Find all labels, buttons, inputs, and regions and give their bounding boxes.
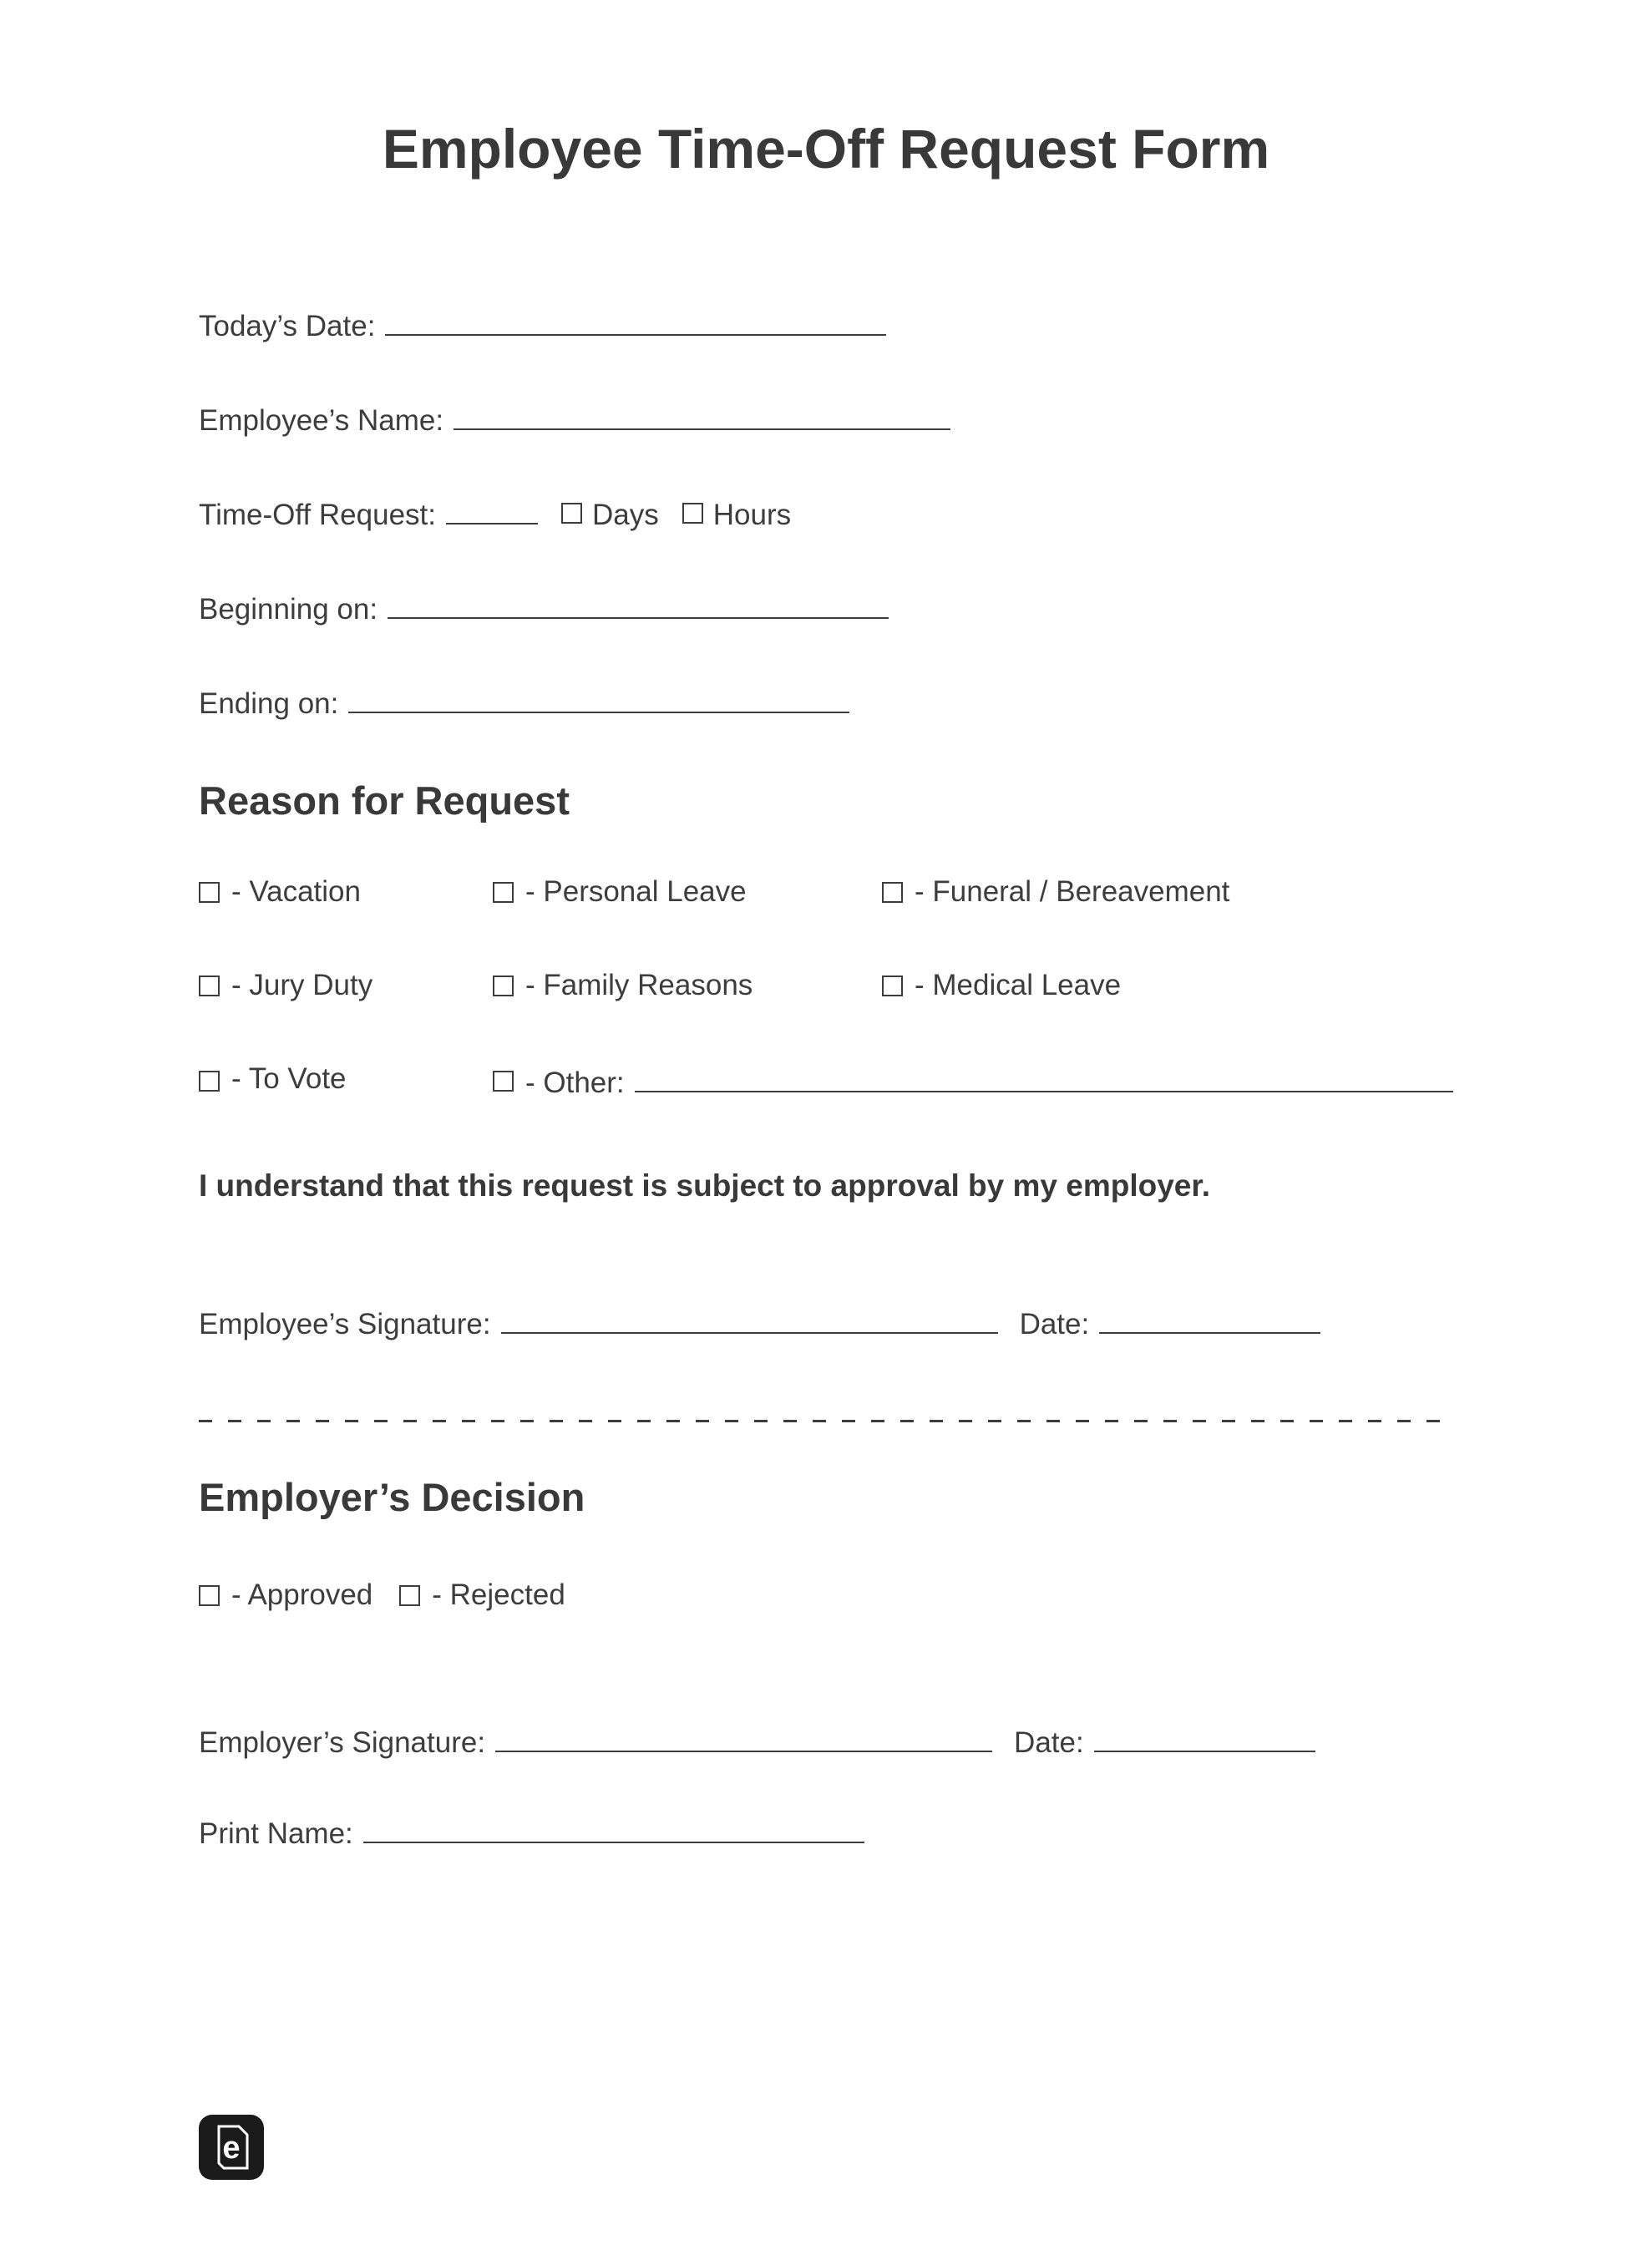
rejected-label: - Rejected	[432, 1578, 565, 1611]
eforms-logo	[199, 2115, 264, 2180]
employee-name-input-line[interactable]	[454, 400, 950, 430]
form-page	[0, 117, 1652, 2255]
ending-on-input-line[interactable]	[348, 683, 849, 713]
eforms-logo-letter: e	[222, 2131, 241, 2166]
days-label: Days	[591, 499, 659, 531]
rejected-checkbox[interactable]	[399, 1585, 420, 1606]
print-name-input-line[interactable]	[363, 1813, 864, 1843]
employee-signature-input-line[interactable]	[501, 1304, 998, 1334]
vacation-label: - Vacation	[231, 875, 361, 908]
funeral-bereavement-checkbox[interactable]	[882, 882, 903, 903]
reason-option-jury-duty	[199, 969, 493, 1002]
employer-signature-input-line[interactable]	[495, 1722, 992, 1752]
to-vote-label: - To Vote	[231, 1062, 347, 1095]
jury-duty-label: - Jury Duty	[231, 969, 373, 1001]
beginning-on-label: Beginning on:	[199, 593, 378, 626]
beginning-on-row	[199, 589, 1453, 626]
eforms-logo-icon	[199, 2115, 264, 2180]
form-title: Employee Time-Off Request Form	[382, 118, 1270, 180]
medical-leave-label: - Medical Leave	[915, 969, 1122, 1001]
print-name-row	[199, 1813, 1453, 1851]
family-reasons-checkbox[interactable]	[493, 975, 514, 996]
employer-decision-heading: Employer’s Decision	[199, 1475, 585, 1519]
reason-option-to-vote	[199, 1062, 493, 1100]
todays-date-label: Today’s Date:	[199, 310, 376, 342]
personal-leave-label: - Personal Leave	[525, 875, 747, 908]
employee-signature-date-label: Date:	[1019, 1308, 1090, 1340]
reason-option-medical-leave	[882, 969, 1453, 1002]
reason-option-vacation	[199, 875, 493, 909]
to-vote-checkbox[interactable]	[199, 1071, 220, 1092]
approved-checkbox[interactable]	[199, 1585, 220, 1606]
funeral-bereavement-label: - Funeral / Bereavement	[915, 875, 1230, 908]
family-reasons-label: - Family Reasons	[525, 969, 753, 1001]
time-off-request-label: Time-Off Request:	[199, 499, 436, 531]
hours-checkbox[interactable]	[682, 503, 703, 524]
employee-name-label: Employee’s Name:	[199, 404, 444, 437]
employer-signature-date-input-line[interactable]	[1094, 1722, 1315, 1752]
todays-date-input-line[interactable]	[385, 306, 886, 336]
employer-signature-row	[199, 1722, 1453, 1760]
employee-signature-date-input-line[interactable]	[1099, 1304, 1320, 1334]
other-input-line[interactable]	[635, 1062, 1453, 1092]
reason-section-heading: Reason for Request	[199, 778, 570, 823]
time-off-request-row	[199, 494, 1453, 532]
employee-signature-label: Employee’s Signature:	[199, 1308, 491, 1340]
dashed-divider	[199, 1420, 1453, 1422]
hours-label: Hours	[712, 499, 792, 531]
vacation-checkbox[interactable]	[199, 882, 220, 903]
reason-option-personal-leave	[493, 875, 882, 909]
approval-statement: I understand that this request is subject to approval by my employer.	[199, 1168, 1211, 1203]
employee-name-row	[199, 400, 1453, 438]
employer-signature-date-label: Date:	[1014, 1726, 1084, 1759]
jury-duty-checkbox[interactable]	[199, 975, 220, 996]
days-checkbox[interactable]	[561, 503, 582, 524]
beginning-on-input-line[interactable]	[388, 589, 889, 619]
employer-signature-label: Employer’s Signature:	[199, 1726, 486, 1759]
employee-signature-row	[199, 1304, 1453, 1341]
reason-option-family-reasons	[493, 969, 882, 1002]
medical-leave-checkbox[interactable]	[882, 975, 903, 996]
other-label: - Other:	[525, 1067, 625, 1099]
ending-on-label: Ending on:	[199, 687, 339, 720]
employer-decision-options	[199, 1578, 1453, 1612]
personal-leave-checkbox[interactable]	[493, 882, 514, 903]
approved-label: - Approved	[231, 1578, 373, 1611]
reason-options-grid	[199, 875, 1453, 1100]
other-checkbox[interactable]	[493, 1071, 514, 1092]
reason-option-funeral-bereavement	[882, 875, 1453, 909]
print-name-label: Print Name:	[199, 1817, 353, 1850]
ending-on-row	[199, 683, 1453, 721]
reason-option-other	[493, 1062, 1453, 1100]
todays-date-row	[199, 306, 1453, 343]
time-off-amount-input-line[interactable]	[446, 494, 538, 524]
